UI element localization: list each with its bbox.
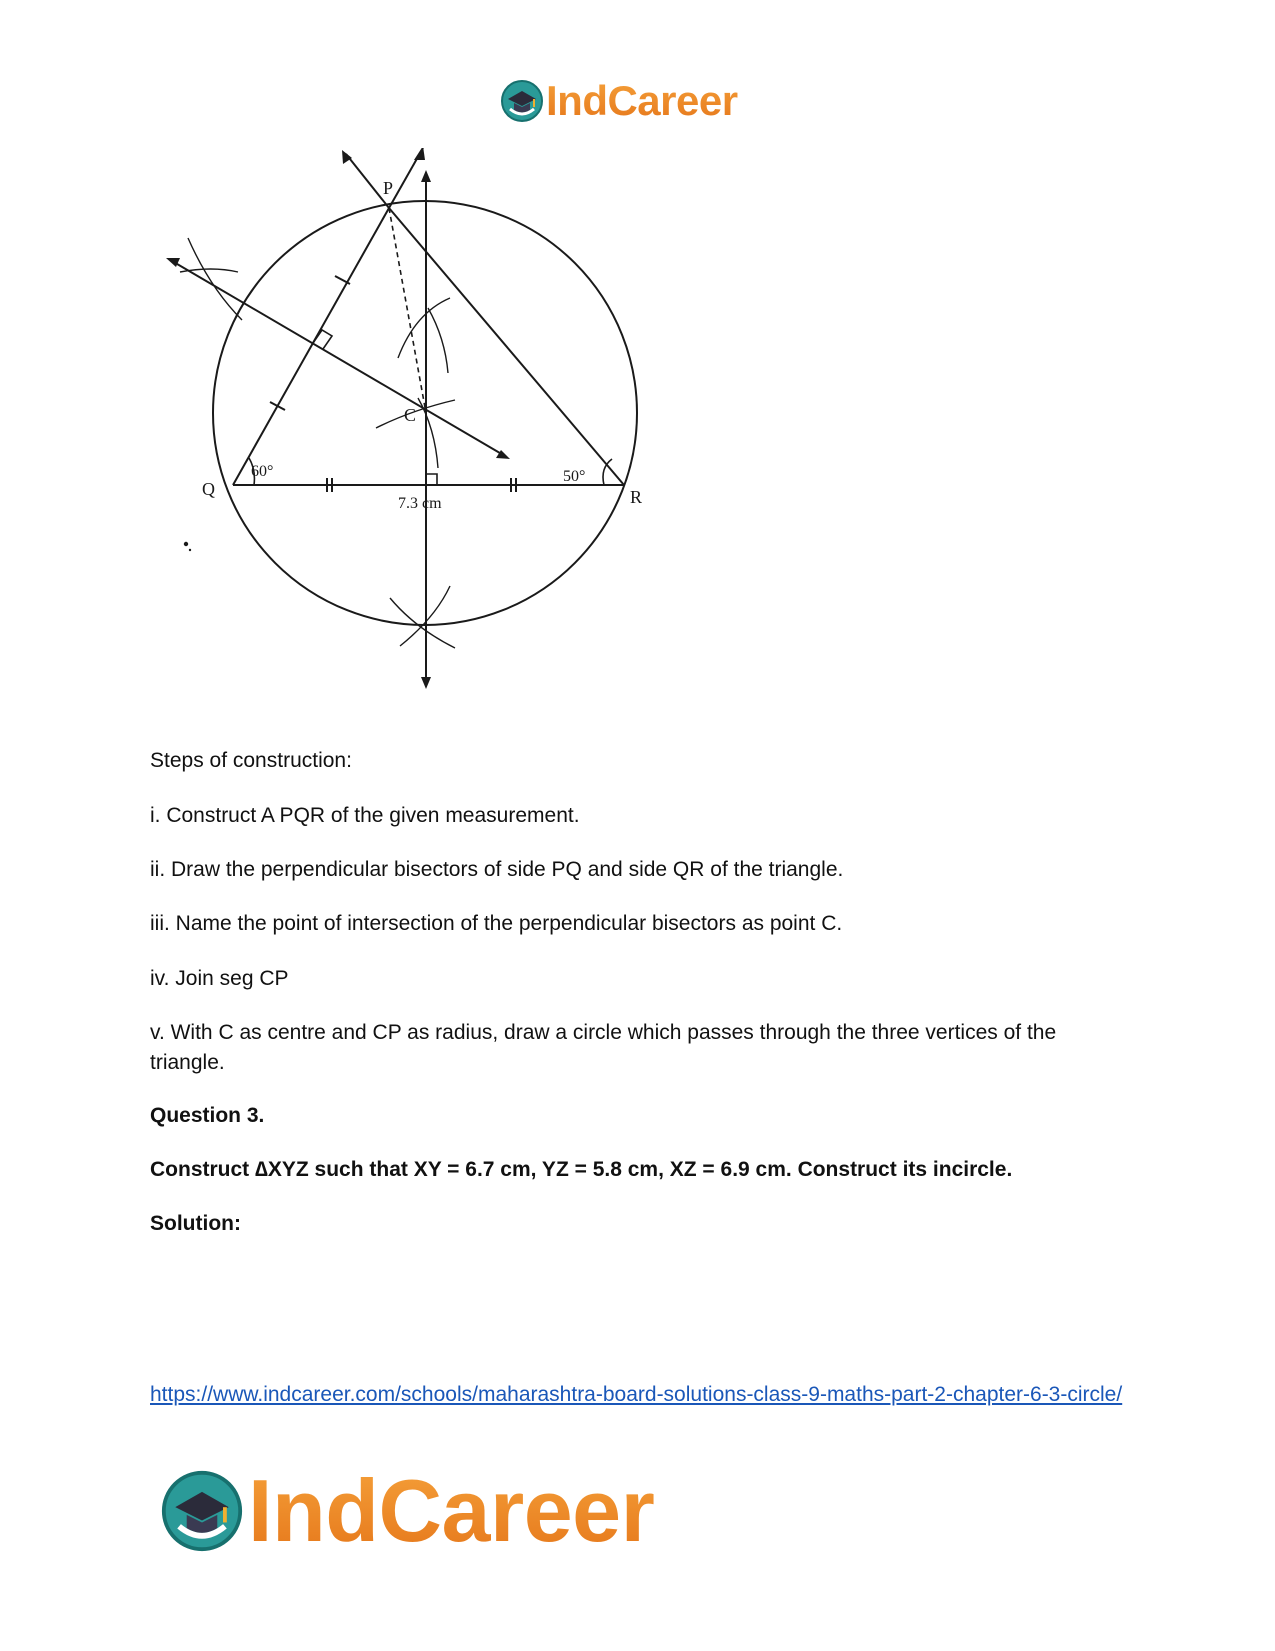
header-logo-text: IndCareer [546,77,738,124]
question-text: Construct ∆XYZ such that XY = 6.7 cm, YZ = 5.8 cm, XZ = 6.9 cm. Construct its incircle. [150,1158,1013,1181]
solution-label: Solution: [150,1212,241,1235]
graduation-globe-icon [160,1469,244,1553]
header-logo [500,78,738,124]
steps-heading: Steps of construction: [150,749,352,772]
graduation-globe-icon [500,79,544,123]
footer-logo [160,1461,655,1560]
step-2: ii. Draw the perpendicular bisectors of side PQ and side QR of the triangle. [150,858,844,881]
segment-cp [389,208,426,413]
footer-logo-text: IndCareer [248,1461,655,1560]
label-q: Q [202,479,215,499]
step-3: iii. Name the point of intersection of the perpendicular bisectors as point C. [150,912,843,935]
label-angle-q: 60° [251,463,274,480]
question-title: Question 3. [150,1104,265,1127]
label-angle-r: 50° [563,468,586,485]
label-base-length: 7.3 cm [398,495,442,512]
label-p: P [383,178,394,198]
side-pr [389,208,624,485]
side-pq [233,208,389,485]
source-link[interactable]: https://www.indcareer.com/schools/maharashtra-board-solutions-class-9-maths-part-2-chapter-6-3-circle/ [150,1383,1123,1406]
label-c: C [404,405,417,425]
label-r: R [630,487,643,507]
step-1: i. Construct A PQR of the given measurement. [150,804,580,827]
step-5: v. With C as centre and CP as radius, draw a circle which passes through the three vertices of the triangle. [150,1021,1057,1074]
construction-figure [150,148,690,728]
step-4: iv. Join seg CP [150,967,289,990]
bisector-pq [172,261,505,456]
